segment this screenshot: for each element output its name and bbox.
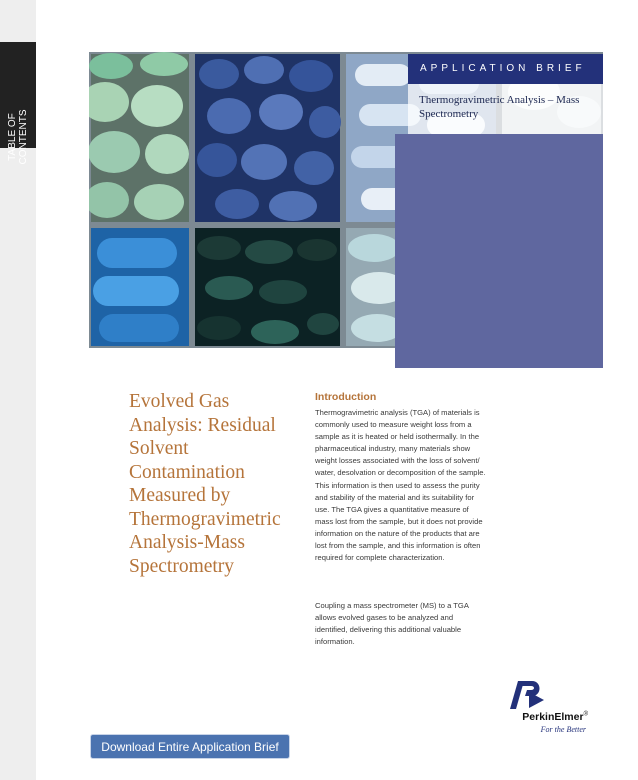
document-subtitle: Thermogravimetric Analysis – Mass Spectrometry	[419, 94, 580, 120]
application-brief-banner: APPLICATION BRIEF	[408, 54, 603, 84]
table-of-contents-tab[interactable]	[0, 42, 36, 165]
perkinelmer-wordmark	[480, 711, 588, 723]
toc-line-1: TABLE OF	[7, 113, 18, 161]
introduction-paragraph-2: Coupling a mass spectrometer (MS) to a TGA allows evolved gases to be analyzed and identified, delivering this additional valuable information.	[315, 601, 469, 647]
toc-line-2: CONTENTS	[18, 109, 29, 165]
download-brief-button[interactable]: Download Entire Application Brief	[90, 734, 290, 759]
logo-tagline: For the Better	[540, 725, 586, 734]
introduction-paragraph-1: Thermogravimetric analysis (TGA) of materials is commonly used to measure weight loss from a sample as it is heated or held isothermally. In the pharmaceutical industry, many materials show weight losses associated with the loss of solvent/ water, desolvation or decomposition of the sample. This information is then used to assess the purity and stability of the material and its suitability for use. The TGA gives a quantitative measure of mass lost from the sample, but it does not provide information on the nature of the products that are lost from the sample, and this information is often required for complete characterization.	[315, 408, 486, 563]
table-of-contents-label	[7, 92, 29, 182]
perkinelmer-logo	[480, 680, 588, 736]
decorative-blue-panel	[395, 134, 603, 368]
document-title: Evolved Gas Analysis: Residual Solvent Contamination Measured by Thermogravimetric Analysis-Mass Spectrometry	[129, 391, 281, 577]
logo-name-text: PerkinElmer	[522, 711, 584, 723]
perkinelmer-logo-mark-icon	[508, 680, 546, 710]
introduction-heading: Introduction	[315, 391, 377, 403]
registered-mark: ®	[583, 711, 588, 718]
